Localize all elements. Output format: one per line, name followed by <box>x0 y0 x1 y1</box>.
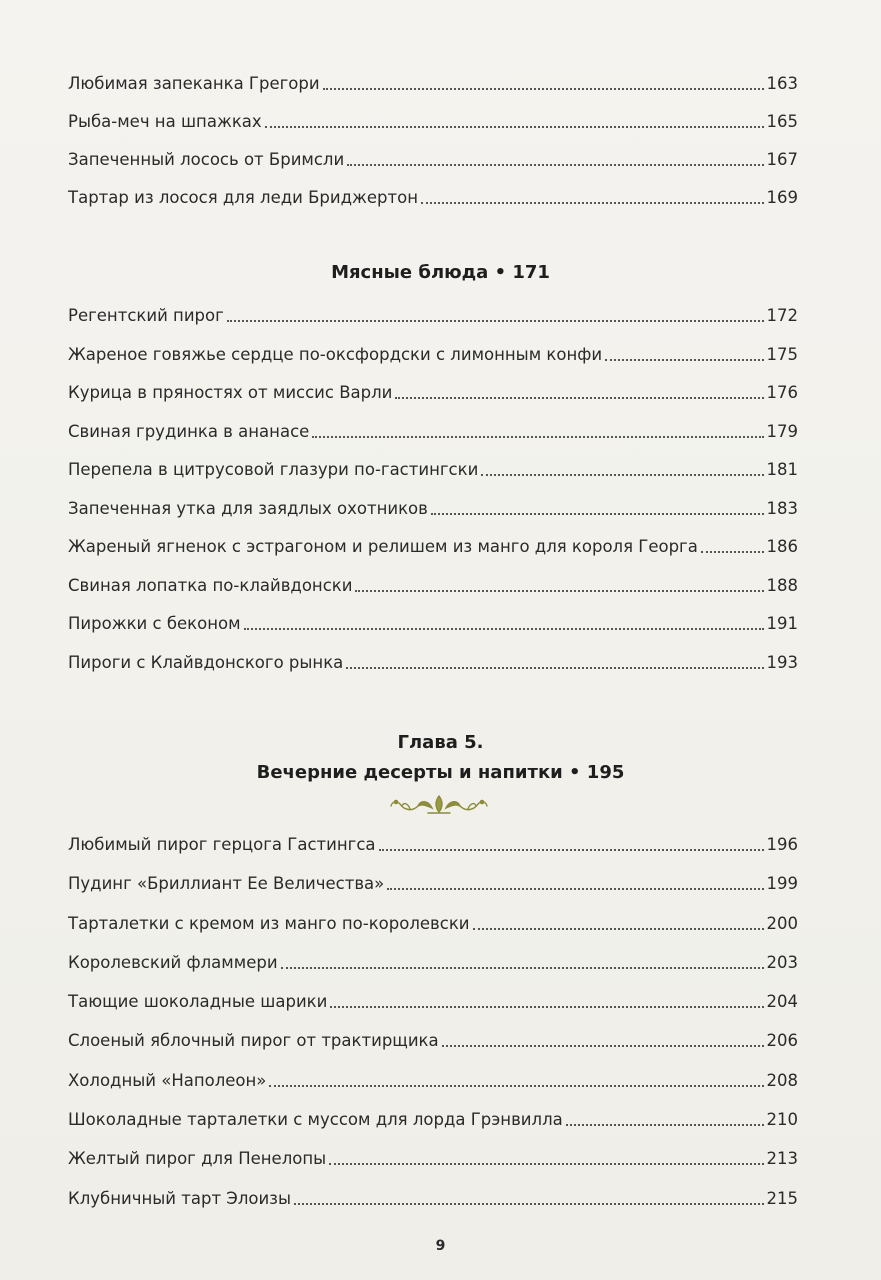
toc-entry <box>68 298 798 326</box>
toc-entry-title: Свиная грудинка в ананасе <box>68 422 310 441</box>
toc-entry-page: 179 <box>766 422 798 441</box>
toc-entry-title: Запеченный лосось от Бримсли <box>68 150 345 169</box>
toc-entry-page: 208 <box>766 1071 798 1090</box>
toc-entry-page: 176 <box>766 383 798 402</box>
toc-entry <box>68 906 798 934</box>
toc-entry-page: 169 <box>766 188 798 207</box>
toc-entry-page: 167 <box>766 150 798 169</box>
toc-entry-title: Пирожки с беконом <box>68 614 241 633</box>
dot-leader <box>294 1202 764 1205</box>
dot-leader <box>346 666 763 669</box>
dot-leader <box>244 627 764 630</box>
toc-entry <box>68 66 798 94</box>
toc-entry <box>68 375 798 403</box>
toc-entry-page: 181 <box>766 460 798 479</box>
toc-entry-title: Королевский фламмери <box>68 953 278 972</box>
dot-leader <box>227 319 764 322</box>
dot-leader <box>323 87 764 90</box>
toc-entry <box>68 1023 798 1051</box>
toc-entry-title: Слоеный яблочный пирог от трактирщика <box>68 1031 439 1050</box>
toc-entry-page: 204 <box>766 992 798 1011</box>
toc-entry <box>68 529 798 557</box>
dot-leader <box>473 927 764 930</box>
toc-entry-page: 172 <box>766 306 798 325</box>
toc-entry-title: Желтый пирог для Пенелопы <box>68 1149 327 1168</box>
toc-entry <box>68 180 798 208</box>
toc-entry-page: 193 <box>766 653 798 672</box>
toc-entry-page: 199 <box>766 874 798 893</box>
toc-entry-title: Пудинг «Бриллиант Ее Величества» <box>68 874 385 893</box>
toc-entry <box>68 414 798 442</box>
dot-leader <box>605 358 763 361</box>
toc-entry-title: Жареный ягненок с эстрагоном и релишем из манго для короля Георга <box>68 537 698 556</box>
dot-leader <box>387 887 763 890</box>
toc-entry-title: Рыба-меч на шпажках <box>68 112 262 131</box>
chapter-heading-number: Глава 5. <box>397 732 484 753</box>
toc-entry-title: Жареное говяжье сердце по-оксфордски с лимонным конфи <box>68 345 603 364</box>
dot-leader <box>481 473 763 476</box>
toc-entry-page: 210 <box>766 1110 798 1129</box>
toc-entry <box>68 1141 798 1169</box>
toc-entry-page: 196 <box>766 835 798 854</box>
toc-entry-page: 191 <box>766 614 798 633</box>
toc-entry <box>68 568 798 596</box>
toc-entry <box>68 337 798 365</box>
toc-entry-title: Перепела в цитрусовой глазури по-гастингски <box>68 460 479 479</box>
dot-leader <box>379 848 764 851</box>
toc-entry-title: Тарталетки с кремом из манго по-королевски <box>68 914 470 933</box>
toc-entry-page: 188 <box>766 576 798 595</box>
dot-leader <box>347 163 763 166</box>
toc-entry-title: Любимая запеканка Грегори <box>68 74 320 93</box>
section-heading-meat: Мясные блюда • 171 <box>331 262 550 283</box>
dot-leader <box>442 1044 764 1047</box>
toc-entry-page: 183 <box>766 499 798 518</box>
toc-entry-title: Запеченная утка для заядлых охотников <box>68 499 428 518</box>
toc-entry <box>68 1102 798 1130</box>
toc-entry-page: 215 <box>766 1189 798 1208</box>
dot-leader <box>269 1084 763 1087</box>
toc-entry <box>68 606 798 634</box>
toc-entry <box>68 827 798 855</box>
toc-entry <box>68 142 798 170</box>
toc-entry <box>68 452 798 480</box>
toc-entry-page: 165 <box>766 112 798 131</box>
toc-entry-title: Тающие шоколадные шарики <box>68 992 328 1011</box>
toc-entry-title: Курица в пряностях от миссис Варли <box>68 383 393 402</box>
toc-entry-title: Пироги с Клайвдонского рынка <box>68 653 344 672</box>
toc-entry-page: 213 <box>766 1149 798 1168</box>
toc-entry-page: 186 <box>766 537 798 556</box>
dot-leader <box>330 1005 763 1008</box>
toc-entry-page: 206 <box>766 1031 798 1050</box>
toc-entry <box>68 1181 798 1209</box>
toc-entry-page: 163 <box>766 74 798 93</box>
toc-entry-page: 175 <box>766 345 798 364</box>
dot-leader <box>566 1123 764 1126</box>
toc-entry-title: Шоколадные тарталетки с муссом для лорда Грэнвилла <box>68 1110 563 1129</box>
dot-leader <box>329 1162 763 1165</box>
dot-leader <box>431 512 764 515</box>
toc-entry-title: Холодный «Наполеон» <box>68 1071 267 1090</box>
toc-entry-page: 203 <box>766 953 798 972</box>
dot-leader <box>395 396 763 399</box>
floral-ornament-icon <box>388 792 490 818</box>
toc-entry <box>68 645 798 673</box>
toc-entry <box>68 984 798 1012</box>
toc-entry-title: Регентский пирог <box>68 306 224 325</box>
chapter-heading-title: Вечерние десерты и напитки • 195 <box>256 762 625 783</box>
dot-leader <box>421 201 763 204</box>
toc-entry-title: Свиная лопатка по-клайвдонски <box>68 576 353 595</box>
toc-entry <box>68 491 798 519</box>
dot-leader <box>312 435 763 438</box>
toc-entry-title: Тартар из лосося для леди Бриджертон <box>68 188 419 207</box>
dot-leader <box>701 550 764 553</box>
dot-leader <box>355 589 763 592</box>
toc-entry-title: Клубничный тарт Элоизы <box>68 1189 291 1208</box>
page-number: 9 <box>435 1238 446 1254</box>
toc-entry <box>68 1063 798 1091</box>
toc-entry-title: Любимый пирог герцога Гастингса <box>68 835 376 854</box>
dot-leader <box>265 125 764 128</box>
toc-entry <box>68 945 798 973</box>
toc-entry <box>68 866 798 894</box>
dot-leader <box>281 966 764 969</box>
toc-entry <box>68 104 798 132</box>
toc-entry-page: 200 <box>766 914 798 933</box>
